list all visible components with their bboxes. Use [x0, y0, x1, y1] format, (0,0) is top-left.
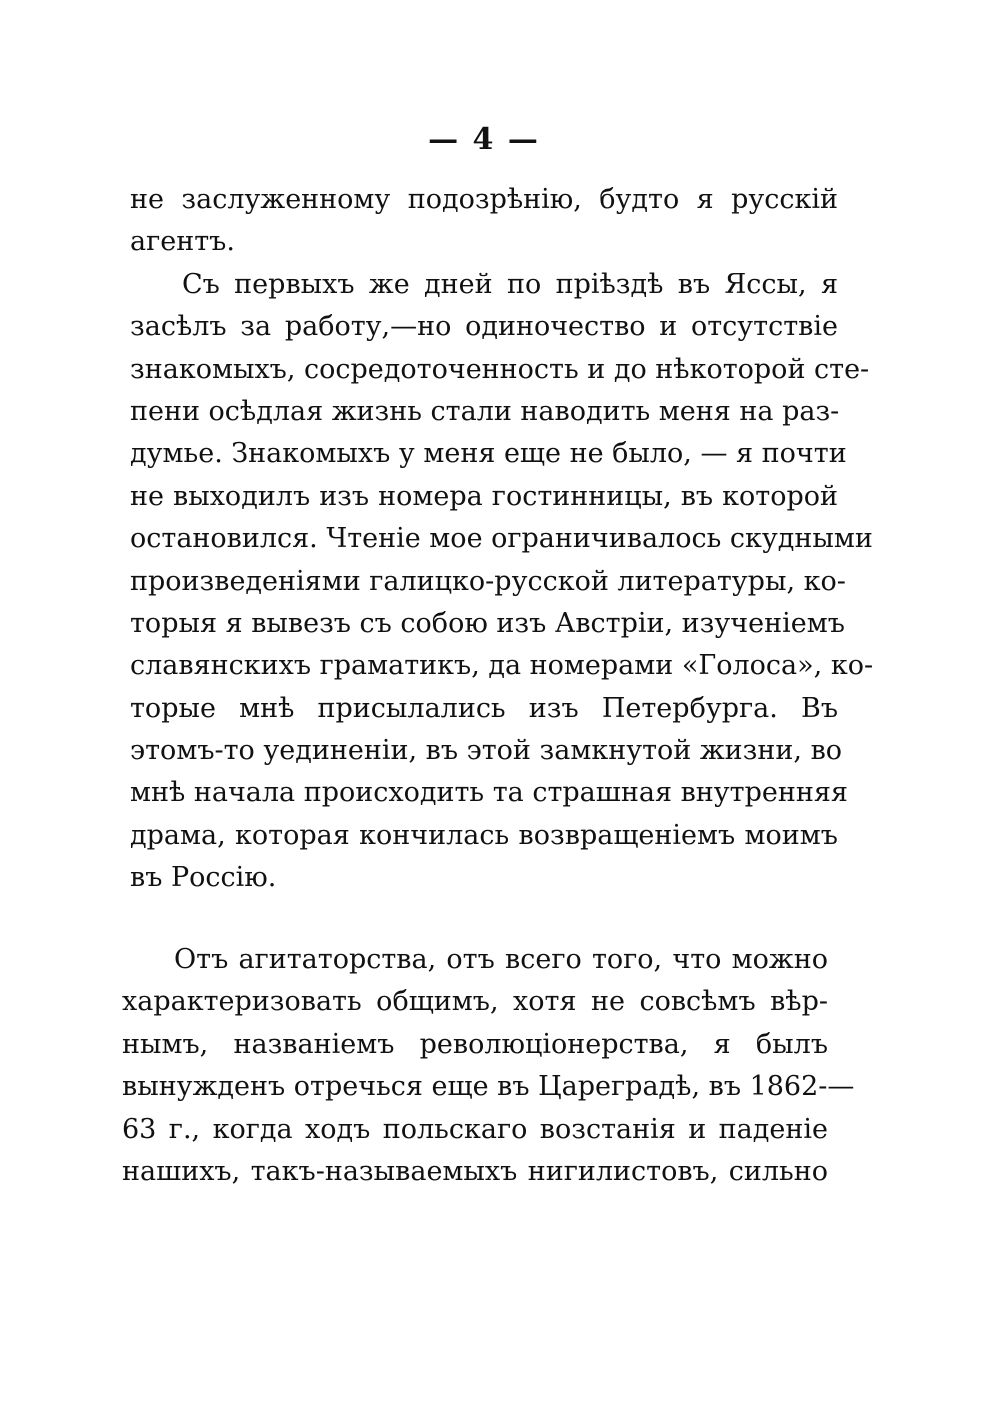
text-line: вынужденъ отречься еще въ Цареградѣ, въ 1862-—: [122, 1071, 855, 1103]
text-line: торые мнѣ присылались изъ Петербурга. Въ: [130, 692, 838, 724]
paragraph-continuation: [130, 179, 838, 264]
text-block-lower: [122, 939, 855, 1193]
text-line: агентъ.: [130, 226, 235, 258]
text-line: знакомыхъ, сосредоточенность и до нѣкоторой сте-: [130, 353, 870, 385]
text-line: думье. Знакомыхъ у меня еще не было, — я почти: [130, 438, 847, 470]
text-line: засѣлъ за работу,—но одиночество и отсутствіе: [130, 311, 838, 343]
text-line: мнѣ начала происходить та страшная внутренняя: [130, 777, 848, 809]
text-block-upper: [130, 179, 874, 900]
paragraph: [130, 264, 874, 900]
text-line: произведеніями галицко-русской литературы, ко-: [130, 565, 846, 597]
text-line: нашихъ, такъ-называемыхъ нигилистовъ, сильно: [122, 1155, 828, 1187]
text-line: въ Россію.: [130, 862, 277, 894]
text-line: торыя я вывезъ съ собою изъ Австріи, изученіемъ: [130, 607, 845, 639]
text-line: нымъ, названіемъ революціонерства, я былъ: [122, 1028, 828, 1060]
text-line: драма, которая кончилась возвращеніемъ моимъ: [130, 819, 838, 851]
text-line: не выходилъ изъ номера гостинницы, въ которой: [130, 480, 838, 512]
text-line: характеризовать общимъ, хотя не совсѣмъ вѣр-: [122, 986, 828, 1018]
text-line: славянскихъ граматикъ, да номерами «Голоса», ко-: [130, 650, 874, 682]
page-number: — 4 —: [428, 122, 540, 157]
text-line: 63 г., когда ходъ польскаго возстанія и паденіе: [122, 1113, 828, 1145]
paragraph: [122, 939, 855, 1193]
text-line: Отъ агитаторства, отъ всего того, что можно: [174, 944, 828, 975]
text-line: остановился. Чтеніе мое ограничивалось скудными: [130, 523, 873, 555]
text-line: не заслуженному подозрѣнію, будто я русскій: [130, 184, 838, 215]
text-line: этомъ-то уединеніи, въ этой замкнутой жизни, во: [130, 735, 843, 767]
text-line: Съ первыхъ же дней по пріѣздѣ въ Яссы, я: [182, 268, 838, 300]
text-line: пени осѣдлая жизнь стали наводить меня на раз-: [130, 395, 840, 427]
